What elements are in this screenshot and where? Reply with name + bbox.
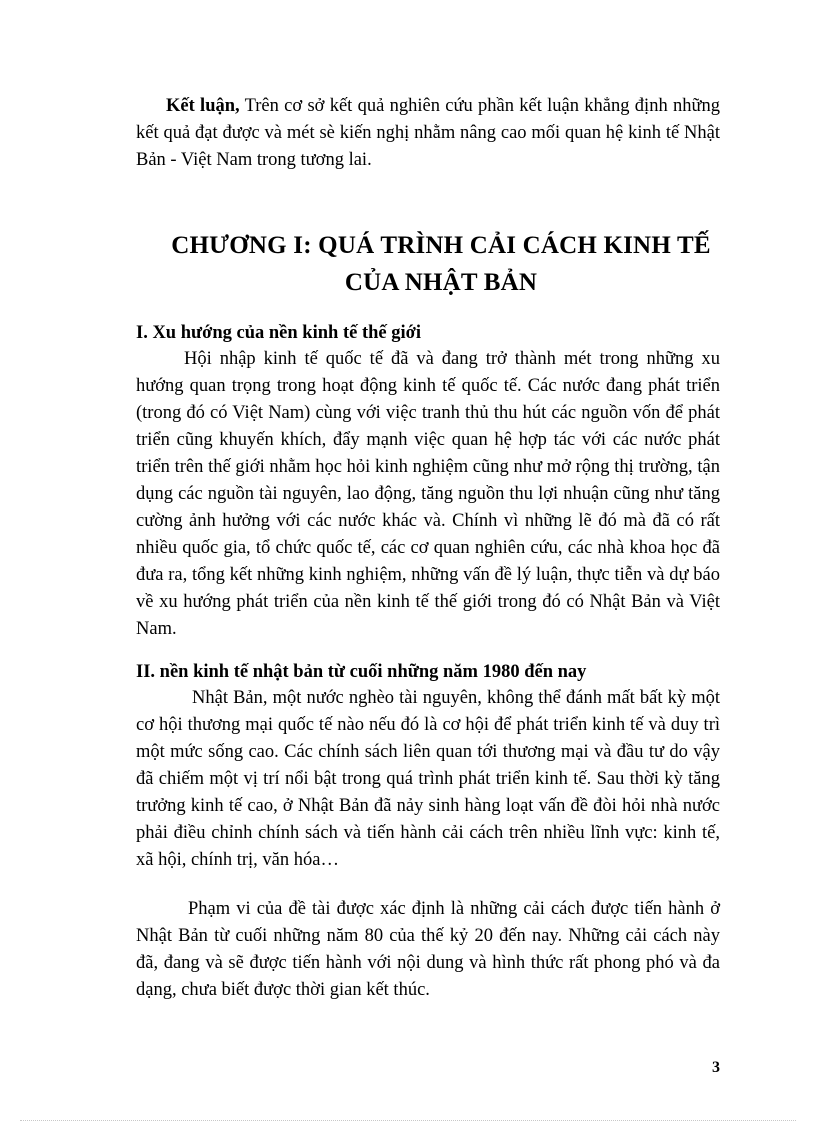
- section-1-heading: I. Xu hướng của nền kinh tế thế giới: [136, 323, 421, 343]
- footer-divider: [20, 1120, 796, 1121]
- page-number: 3: [712, 1059, 720, 1076]
- section-2-body-1: Nhật Bản, một nước nghèo tài nguyên, không thể đánh mất bất kỳ một cơ hội thương mại quốc tế nào nếu đó là cơ hội để phát triển kinh tế và duy trì một mức sống cao. Các chính sách liên quan tới thương mại và đầu tư do vậy đã chiếm một vị trí nổi bật trong quá trình phát triển kinh tế. Sau thời kỳ tăng trưởng kinh tế cao, ở Nhật Bản đã nảy sinh hàng loạt vấn đề đòi hỏi nhà nước phải điều chỉnh chính sách và tiến hành cải cách trên nhiều lĩnh vực: kinh tế, xã hội, chính trị, văn hóa…: [136, 688, 720, 870]
- conclusion-paragraph: [136, 93, 720, 174]
- chapter-title-line-2: CỦA NHẬT BẢN: [344, 269, 538, 296]
- conclusion-label: Kết luận,: [166, 96, 240, 116]
- chapter-title-line-1: CHƯƠNG I: QUÁ TRÌNH CẢI CÁCH KINH TẾ: [171, 232, 711, 259]
- section-2-body-2: Phạm vi của đề tài được xác định là những cải cách được tiến hành ở Nhật Bản từ cuối những năm 80 của thế kỷ 20 đến nay. Những cải cách này đã, đang và sẽ được tiến hành với nội dung và hình thức rất phong phó và đa dạng, chưa biết được thời gian kết thúc.: [136, 899, 720, 1000]
- section-1-body: Hội nhập kinh tế quốc tế đã và đang trở thành mét trong những xu hướng quan trọng trong hoạt động kinh tế quốc tế. Các nước đang phát triển (trong đó có Việt Nam) cùng với việc tranh thủ thu hút các nguồn vốn để phát triển cũng khuyến khích, đẩy mạnh việc quan hệ hợp tác với các nước phát triển trên thế giới nhằm học hỏi kinh nghiệm cũng như mở rộng thị trường, tận dụng các nguồn tài nguyên, lao động, tăng nguồn thu lợi nhuận cũng như tăng cường ảnh hưởng với các nước khác và. Chính vì những lẽ đó mà đã có rất nhiều quốc gia, tổ chức quốc tế, các cơ quan nghiên cứu, các nhà khoa học đã đưa ra, tổng kết những kinh nghiệm, những vấn đề lý luận, thực tiễn và dự báo về xu hướng phát triển của nền kinh tế thế giới trong đó có Nhật Bản và Việt Nam.: [136, 349, 720, 639]
- section-2-heading: II. nền kinh tế nhật bản từ cuối những năm 1980 đến nay: [136, 662, 587, 682]
- conclusion-text: Trên cơ sở kết quả nghiên cứu phần kết luận khẳng định những kết quả đạt được và mét sè kiến nghị nhằm nâng cao mối quan hệ kinh tế Nhật Bản - Việt Nam trong tương lai.: [136, 96, 721, 170]
